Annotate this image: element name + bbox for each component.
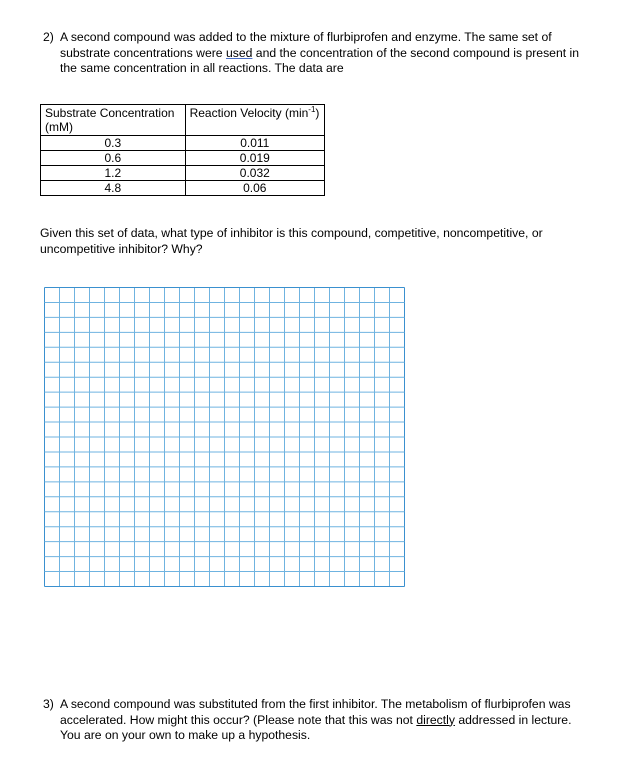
substrate-cell: 4.8 xyxy=(41,181,186,196)
header-substrate-concentration: Substrate Concentration (mM) xyxy=(41,105,186,136)
table-row xyxy=(41,136,325,151)
velocity-cell: 0.019 xyxy=(185,151,324,166)
directly-word: directly xyxy=(416,712,455,727)
header-velocity-sup: -1 xyxy=(308,105,316,114)
question-3-text xyxy=(60,697,588,744)
question-3-text-part1: A second compound was substituted from the first inhibitor. The metabolism of flurbiprofen was accelerated. How might this occur? (Please note that this was not xyxy=(60,697,571,727)
header-velocity-suffix: ) xyxy=(315,106,320,120)
table-row xyxy=(41,181,325,196)
question-2-text xyxy=(60,30,583,77)
data-table xyxy=(40,104,325,196)
table-row xyxy=(41,166,325,181)
table-row xyxy=(41,151,325,166)
header-reaction-velocity xyxy=(185,105,324,136)
substrate-cell: 0.6 xyxy=(41,151,186,166)
graph-paper xyxy=(44,287,405,587)
velocity-cell: 0.06 xyxy=(185,181,324,196)
question-3-number: 3) xyxy=(43,697,54,711)
question-2-text-part1: A second compound was added to the mixture of flurbiprofen and enzyme. The same set of substrate concentrations were xyxy=(60,30,552,60)
inhibitor-question: Given this set of data, what type of inhibitor is this compound, competitive, noncompetitive, or uncompetitive inhibitor? Why? xyxy=(40,226,543,256)
question-2 xyxy=(43,30,583,77)
table-header-row xyxy=(41,105,325,136)
substrate-cell: 1.2 xyxy=(41,166,186,181)
substrate-cell: 0.3 xyxy=(41,136,186,151)
velocity-cell: 0.011 xyxy=(185,136,324,151)
used-word: used xyxy=(225,45,253,60)
header-velocity-prefix: Reaction Velocity (min xyxy=(189,106,309,120)
question-3-text-part2: addressed in lecture. You are on your own to make up a hypothesis. xyxy=(60,712,572,742)
graph-paper-grid xyxy=(44,287,405,587)
question-2-number: 2) xyxy=(43,30,54,44)
question-2-text-part2: and the concentration of the second compound is present in the same concentration in all reactions. The data are xyxy=(60,45,579,75)
velocity-cell: 0.032 xyxy=(185,166,324,181)
question-3 xyxy=(43,697,588,744)
